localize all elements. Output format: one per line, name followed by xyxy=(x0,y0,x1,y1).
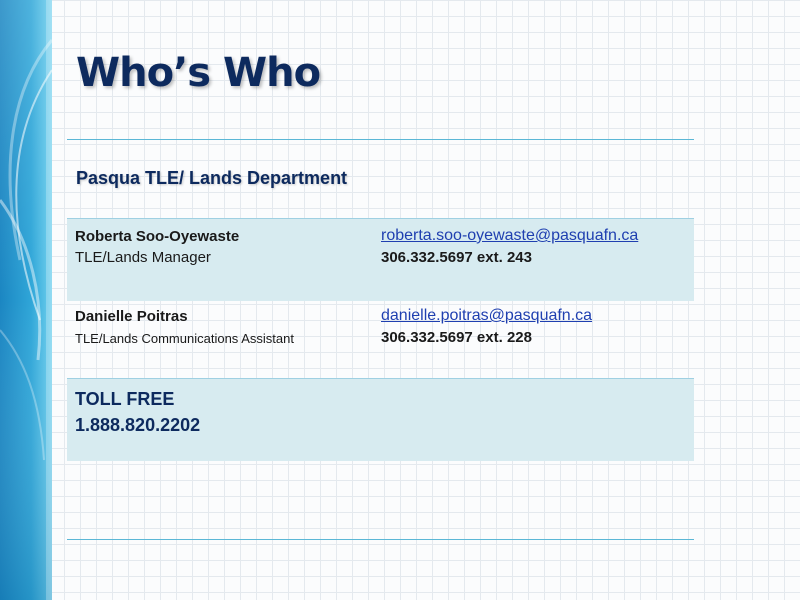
toll-free-row xyxy=(67,378,694,461)
contact-email-link[interactable]: roberta.soo-oyewaste@pasquafn.ca xyxy=(381,227,639,244)
slide-title: Who’s Who xyxy=(76,50,321,96)
toll-free-number: 1.888.820.2202 xyxy=(75,415,201,435)
contact-name: Danielle Poitras xyxy=(75,308,188,325)
decorative-sidebar xyxy=(0,0,52,600)
swirl-graphic xyxy=(0,0,52,600)
bottom-divider xyxy=(67,539,694,540)
contact-role: TLE/Lands Manager xyxy=(75,249,211,266)
contact-phone: 306.332.5697 ext. 243 xyxy=(381,249,532,266)
contact-row xyxy=(67,218,694,301)
department-heading: Pasqua TLE/ Lands Department xyxy=(76,168,348,188)
toll-free-label: TOLL FREE xyxy=(75,389,175,409)
contact-name: Roberta Soo-Oyewaste xyxy=(75,228,240,245)
contact-email-link[interactable]: danielle.poitras@pasquafn.ca xyxy=(381,307,593,324)
contact-row xyxy=(67,300,694,378)
contact-role: TLE/Lands Communications Assistant xyxy=(75,331,294,346)
contact-phone: 306.332.5697 ext. 228 xyxy=(381,329,532,346)
title-divider xyxy=(67,139,694,140)
